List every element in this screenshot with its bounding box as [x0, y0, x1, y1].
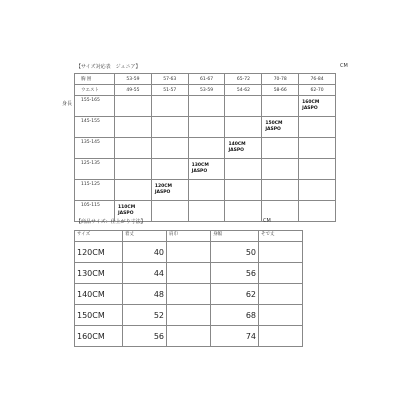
- size-mark: 120CM JASPO: [154, 184, 173, 195]
- header-cell: 51-57: [151, 85, 188, 96]
- header-cell: 65-72: [225, 74, 262, 85]
- product-size-cell: 120CM: [75, 242, 123, 263]
- product-header-cell: 身幅: [211, 231, 259, 242]
- size-mark: 160CM JASPO: [302, 100, 320, 111]
- sleeve-cell: [259, 305, 303, 326]
- height-range-label: 125-135: [75, 159, 115, 180]
- length-cell: 44: [123, 263, 167, 284]
- header-cell: 53-59: [115, 74, 152, 85]
- header-cell: 62-70: [299, 85, 336, 96]
- header-cell: 76-84: [299, 74, 336, 85]
- header-cell: 61-67: [188, 74, 225, 85]
- chest-width-cell: 74: [211, 326, 259, 347]
- header-row-label: ウエスト: [75, 85, 115, 96]
- chart-cell: [299, 159, 336, 180]
- height-row: [75, 159, 336, 180]
- product-header-cell: 着丈: [123, 231, 167, 242]
- header-row: [75, 85, 336, 96]
- size-mark: 110CM JASPO: [118, 205, 136, 216]
- size-mark-cell: [151, 180, 188, 201]
- chart-cell: [225, 159, 262, 180]
- header-cell: 49-55: [115, 85, 152, 96]
- chart-cell: [299, 138, 336, 159]
- chart-cell: [188, 117, 225, 138]
- chest-width-cell: 68: [211, 305, 259, 326]
- sleeve-cell: [259, 284, 303, 305]
- height-range-label: 155-165: [75, 96, 115, 117]
- shoulder-cell: [167, 284, 211, 305]
- size-mark-cell: [225, 138, 262, 159]
- length-cell: 40: [123, 242, 167, 263]
- product-size-unit: CM: [263, 218, 271, 224]
- chart-cell: [299, 201, 336, 222]
- height-range-label: 135-145: [75, 138, 115, 159]
- sleeve-cell: [259, 326, 303, 347]
- length-cell: 52: [123, 305, 167, 326]
- chest-width-cell: 56: [211, 263, 259, 284]
- shoulder-cell: [167, 326, 211, 347]
- header-cell: 58-66: [262, 85, 299, 96]
- product-header-cell: 肩巾: [167, 231, 211, 242]
- chart-cell: [299, 180, 336, 201]
- size-mark: 140CM JASPO: [228, 142, 246, 153]
- chart-cell: [115, 96, 152, 117]
- chart-cell: [225, 96, 262, 117]
- length-cell: 56: [123, 326, 167, 347]
- size-mark: 150CM JASPO: [265, 121, 283, 132]
- chart-cell: [115, 117, 152, 138]
- product-size-cell: 150CM: [75, 305, 123, 326]
- product-header-row: [75, 231, 303, 242]
- height-range-label: 145-155: [75, 117, 115, 138]
- header-cell: 54-62: [225, 85, 262, 96]
- sleeve-cell: [259, 242, 303, 263]
- product-size-cell: 130CM: [75, 263, 123, 284]
- chart-cell: [151, 201, 188, 222]
- header-cell: 57-63: [151, 74, 188, 85]
- height-row: [75, 117, 336, 138]
- chart-cell: [151, 138, 188, 159]
- height-row: [75, 138, 336, 159]
- chart-cell: [151, 159, 188, 180]
- chart-cell: [225, 117, 262, 138]
- chart-cell: [225, 180, 262, 201]
- chart-cell: [151, 96, 188, 117]
- header-row-label: 胸 囲: [75, 74, 115, 85]
- chart-cell: [188, 180, 225, 201]
- chest-width-cell: 50: [211, 242, 259, 263]
- product-row: [75, 242, 303, 263]
- chart-cell: [115, 180, 152, 201]
- size-chart-caption: 【サイズ対応表 ジュニア】: [76, 64, 141, 70]
- product-size-cell: 160CM: [75, 326, 123, 347]
- chart-cell: [151, 117, 188, 138]
- product-header-cell: サイズ: [75, 231, 123, 242]
- size-mark-cell: [188, 159, 225, 180]
- product-row: [75, 284, 303, 305]
- size-chart-unit: CM: [340, 63, 348, 69]
- size-mark-cell: [299, 96, 336, 117]
- chart-cell: [225, 201, 262, 222]
- height-range-label: 115-125: [75, 180, 115, 201]
- product-size-caption: 【商品サイズ：仕上がり寸法】: [76, 219, 146, 225]
- chart-cell: [299, 117, 336, 138]
- height-range-label: 105-115: [75, 201, 115, 222]
- sleeve-cell: [259, 263, 303, 284]
- header-row: [75, 74, 336, 85]
- chart-cell: [188, 96, 225, 117]
- chart-cell: [188, 201, 225, 222]
- product-size-cell: 140CM: [75, 284, 123, 305]
- size-mark-cell: [262, 117, 299, 138]
- shoulder-cell: [167, 263, 211, 284]
- product-row: [75, 305, 303, 326]
- chart-cell: [262, 138, 299, 159]
- chart-cell: [262, 96, 299, 117]
- header-cell: 70-78: [262, 74, 299, 85]
- chart-cell: [115, 159, 152, 180]
- product-size-table: [74, 230, 303, 347]
- chart-cell: [262, 180, 299, 201]
- product-row: [75, 326, 303, 347]
- shoulder-cell: [167, 242, 211, 263]
- product-header-cell: そで丈: [259, 231, 303, 242]
- chart-cell: [262, 159, 299, 180]
- height-row: [75, 96, 336, 117]
- height-label: 身長: [62, 101, 73, 107]
- chest-width-cell: 62: [211, 284, 259, 305]
- shoulder-cell: [167, 305, 211, 326]
- size-chart-table: [74, 73, 336, 222]
- chart-cell: [115, 138, 152, 159]
- height-row: [75, 180, 336, 201]
- size-mark: 130CM JASPO: [191, 163, 209, 174]
- header-cell: 53-59: [188, 85, 225, 96]
- product-row: [75, 263, 303, 284]
- length-cell: 48: [123, 284, 167, 305]
- chart-cell: [188, 138, 225, 159]
